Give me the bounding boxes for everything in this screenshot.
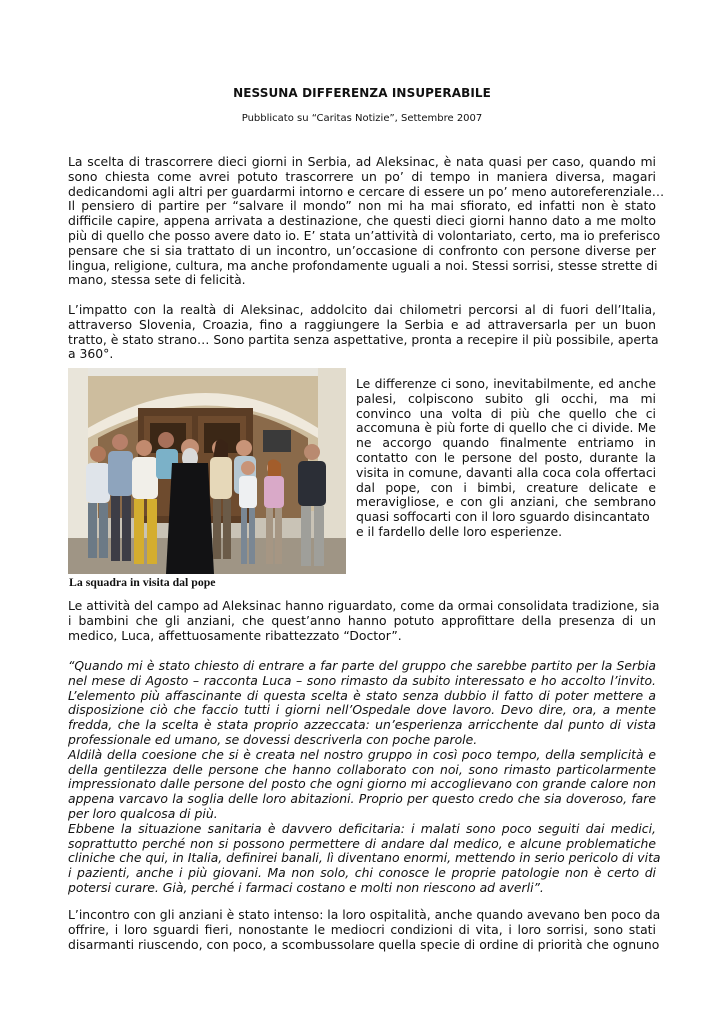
article-subtitle: Pubblicato su “Caritas Notizie”, Settembre 2007 [241,113,483,124]
text-line: ne accorgo quando finalmente entriamo in [356,435,656,451]
text-line: disarmanti riuscendo, con poco, a scombussolare quella specie di ordine di priorità che ognuno [68,936,660,952]
text-line: a 360°. [68,346,114,362]
text-line: e il fardello delle loro esperienze. [356,523,563,539]
group-photo [68,368,346,574]
text-line: contatto con le persone del posto, durante la [356,449,656,465]
text-line: La scelta di trascorrere dieci giorni in Serbia, ad Aleksinac, è nata quasi per caso, quando mi [68,154,656,169]
text-line: difficile capire, appena arrivata a destinazione, che questi dieci giorni hanno dato a me molto [68,213,656,229]
text-line: dedicandomi agli altri per guardarmi intorno e cercare di essere un po’ meno autoreferenziale… [68,183,665,199]
paragraph-elderly [68,907,661,952]
text-line: Aldilà della coesione che si è creata nel nostro gruppo in così poco tempo, della semplicità e [68,746,656,762]
text-line: appena varcavo la soglia delle loro abitazioni. Proprio per questo credo che sia doveroso, fare [68,791,656,807]
article-title: NESSUNA DIFFERENZA INSUPERABILE [233,86,491,100]
group-photo-illustration [68,368,346,574]
text-line: della gentilezza delle persone che hanno collaborato con noi, sono rimasto particolarmente [68,761,656,777]
text-line: i bambini che gli anziani, che quest’anno hanno potuto approfittare della presenza di un [68,612,656,628]
text-line: soprattutto perché non si possono permettere di andare dal medico, e alcune problematiche [68,835,656,851]
text-line: mano, stessa sete di felicità. [68,272,246,288]
text-line: L’incontro con gli anziani è stato intenso: la loro ospitalità, anche quando avevano ben poco da [68,907,661,922]
text-line: L’impatto con la realtà di Aleksinac, addolcito dai chilometri percorsi al di fuori dell’Italia, [68,302,656,317]
text-line: cliniche che qui, in Italia, definirei banali, lì diventano enormi, mettendo in serio pericolo di vita [68,850,661,866]
text-line: per loro qualcosa di più. [68,805,218,821]
text-line: “Quando mi è stato chiesto di entrare a far parte del gruppo che sarebbe partito per la Serbia [68,658,656,673]
text-line: offrire, i loro sguardi fieri, nonostante le mediocri condizioni di vita, i loro sorrisi, sono stati [68,921,656,937]
text-line: più di quello che posso avere dato io. E’ stata un’attività di volontariato, certo, ma io preferisco [68,227,661,243]
text-line: medico, Luca, affettuosamente ribattezzato “Doctor”. [68,627,402,643]
text-line: visita in comune, davanti alla coca cola offertaci [356,464,657,480]
paragraph-activities [68,598,660,643]
text-line: potersi curare. Già, perché i farmaci costano e molti non riescono ad averli”. [68,879,544,895]
text-line: fredda, che la scelta è stata proprio azzeccata: un’esperienza arricchente dal punto di vista [68,717,656,733]
text-line: disposizione ciò che faccio tutti i giorni nell’Ospedale dove lavoro. Devo dire, ora, a mente [68,702,656,718]
photo-caption: La squadra in visita dal pope [69,575,216,589]
text-line: quasi soffocarti con il loro sguardo disincantato [356,509,650,525]
text-line: dal pope, con i bimbi, creature delicate e [356,479,656,495]
quote-luca [68,658,661,896]
text-line: impressionato dalle persone del posto che ogni giorno mi accoglievano con grande calore non [68,776,656,792]
text-line: tratto, è stato strano… Sono partita senza aspettative, pronta a recepire il più possibile, aperta [68,331,659,347]
text-line: pensare che si sia trattato di un incontro, un’occasione di confronto con persone diverse per [68,242,656,258]
paragraph-impact [68,302,659,362]
text-line: L’elemento più affascinante di questa scelta è stato senza dubbio il fatto di poter mettere a [68,687,656,703]
text-line: professionale ed umano, se dovessi descriverla con poche parole. [68,731,478,747]
text-line: Le attività del campo ad Aleksinac hanno riguardato, come da ormai consolidata tradizione, sia [68,598,660,613]
text-line: attraverso Slovenia, Croazia, fino a raggiungere la Serbia e ad attraversarla per un buon [68,316,656,332]
text-line: Le differenze ci sono, inevitabilmente, ed anche [356,376,656,391]
text-line: palesi, colpiscono subito gli occhi, ma mi [356,390,656,406]
text-line: i pazienti, anche i più giovani. Ma non solo, chi conosce le proprie patologie non è certo di [68,865,656,881]
paragraph-intro [68,154,665,288]
text-line: accomuna è più forte di quello che ci divide. Me [356,420,656,436]
text-line: lingua, religione, cultura, ma anche profondamente uguali a noi. Stessi sorrisi, stesse strette di [68,257,658,273]
text-line: Il pensiero di partire per “salvare il mondo” non mi ha mai sfiorato, ed infatti non è stato [68,198,656,214]
paragraph-differences [356,377,656,540]
text-line: meravigliose, e con gli anziani, che sembrano [356,494,656,510]
text-line: sono chiesta come avrei potuto trascorrere un po’ di tempo in maniera diversa, magari [68,168,656,184]
text-line: convinco una volta di più che quello che ci [356,405,656,421]
text-line: Ebbene la situazione sanitaria è davvero deficitaria: i malati sono poco seguiti dai medici, [68,820,656,836]
text-line: nel mese di Agosto – racconta Luca – sono rimasto da subito interessato e ho accolto l’invito. [68,672,656,688]
